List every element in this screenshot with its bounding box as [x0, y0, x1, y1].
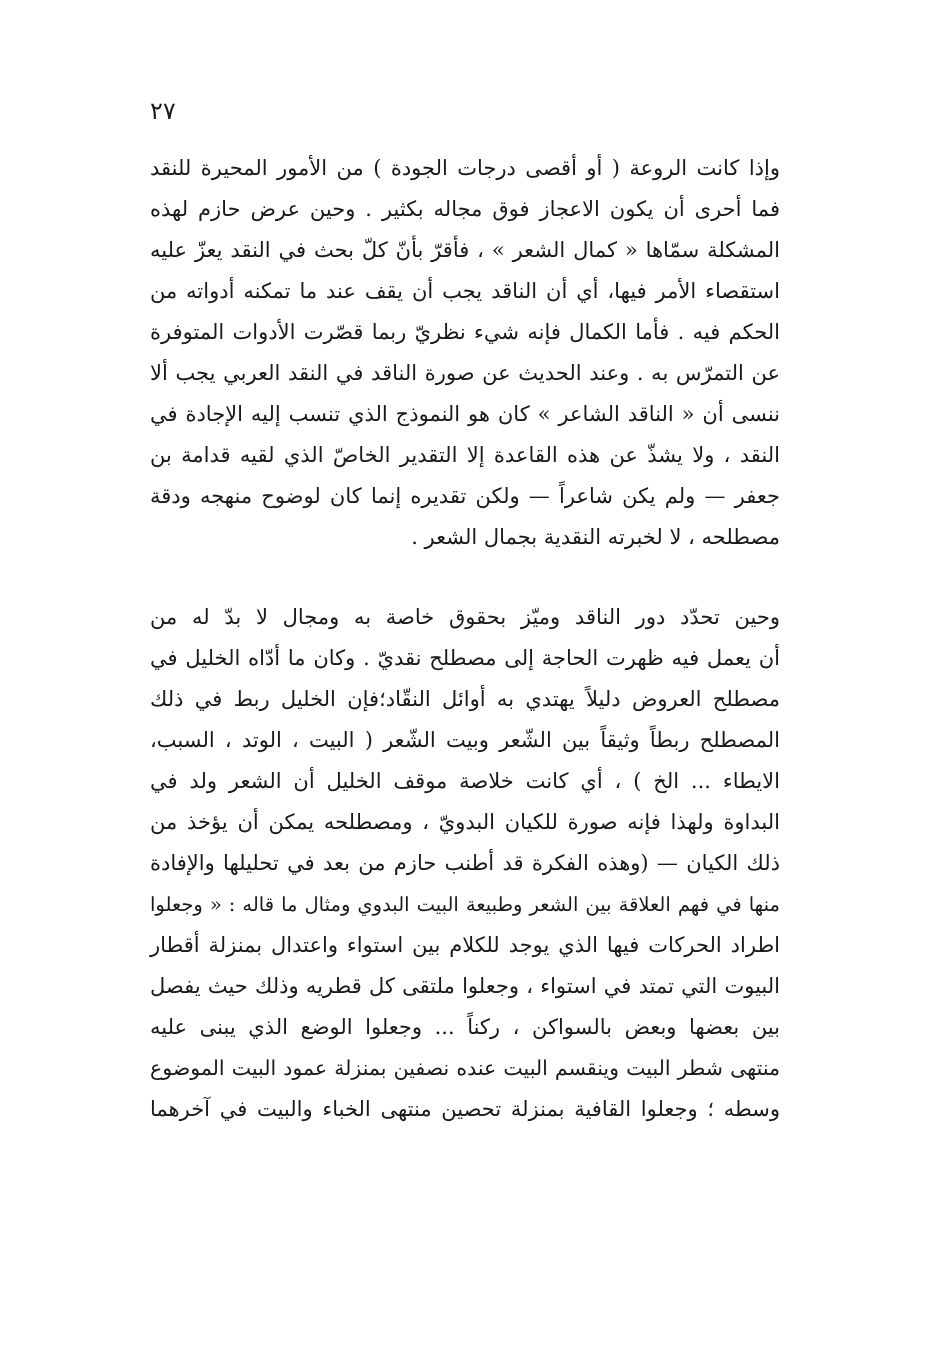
paragraph-1	[150, 148, 780, 558]
text-line: مصطلح العروض دليلاً يهتدي به أوائل النقّاد؛فإن الخليل ربط في ذلك	[150, 687, 780, 711]
text-line: أن يعمل فيه ظهرت الحاجة إلى مصطلح نقديّ . وكان ما أدّاه الخليل في	[150, 646, 780, 670]
text-line: منتهى شطر البيت وينقسم البيت عنده نصفين بمنزلة عمود البيت الموضوع	[150, 1056, 780, 1080]
text-line: مصطلحه ، لا لخبرته النقدية بجمال الشعر .	[411, 525, 780, 549]
text-line: عن التمرّس به . وعند الحديث عن صورة الناقد في النقد العربي يجب ألا	[150, 361, 780, 385]
text-line: فما أحرى أن يكون الاعجاز فوق مجاله بكثير . وحين عرض حازم لهذه	[150, 197, 780, 221]
paragraph-2	[150, 597, 780, 1130]
text-line: الحكم فيه . فأما الكمال فإنه شيء نظريّ ربما قصّرت الأدوات المتوفرة	[150, 320, 780, 344]
text-line: البداوة ولهذا فإنه صورة للكيان البدويّ ، ومصطلحه يمكن أن يؤخذ من	[150, 810, 780, 834]
text-line: استقصاء الأمر فيها، أي أن الناقد يجب أن يقف عند ما تمكنه أدواته من	[150, 279, 780, 303]
text-line: ذلك الكيان — (وهذه الفكرة قد أطنب حازم من بعد في تحليلها والإفادة	[150, 851, 780, 875]
text-line: منها في فهم العلاقة بين الشعر وطبيعة البيت البدوي ومثال ما قاله : « وجعلوا	[150, 893, 780, 916]
text-line: اطراد الحركات فيها الذي يوجد للكلام بين استواء واعتدال بمنزلة أقطار	[150, 933, 780, 957]
text-line: البيوت التي تمتد في استواء ، وجعلوا ملتقى كل قطريه وذلك حيث يفصل	[150, 974, 780, 998]
text-line: النقد ، ولا يشذّ عن هذه القاعدة إلا التقدير الخاصّ الذي لقيه قدامة بن	[150, 443, 780, 467]
text-line: وسطه ؛ وجعلوا القافية بمنزلة تحصين منتهى الخباء والبيت في آخرهما	[150, 1097, 780, 1121]
text-line: ننسى أن « الناقد الشاعر » كان هو النموذج الذي تنسب إليه الإجادة في	[150, 402, 780, 426]
text-line: المصطلح ربطاً وثيقاً بين الشّعر وبيت الشّعر ( البيت ، الوتد ، السبب،	[150, 728, 780, 752]
text-line: بين بعضها وبعض بالسواكن ، ركناً ... وجعلوا الوضع الذي يبنى عليه	[150, 1015, 780, 1039]
text-line: جعفر — ولم يكن شاعراً — ولكن تقديره إنما كان لوضوح منهجه ودقة	[150, 484, 780, 508]
text-line: المشكلة سمّاها « كمال الشعر » ، فأقرّ بأنّ كلّ بحث في النقد يعزّ عليه	[150, 238, 780, 262]
text-line: الايطاء ... الخ ) ، أي كانت خلاصة موقف الخليل أن الشعر ولد في	[150, 769, 780, 793]
page-number: ٢٧	[150, 97, 176, 125]
text-line: وحين تحدّد دور الناقد وميّز بحقوق خاصة به ومجال لا بدّ له من	[150, 605, 780, 629]
text-line: وإذا كانت الروعة ( أو أقصى درجات الجودة ) من الأمور المحيرة للنقد	[150, 156, 780, 180]
